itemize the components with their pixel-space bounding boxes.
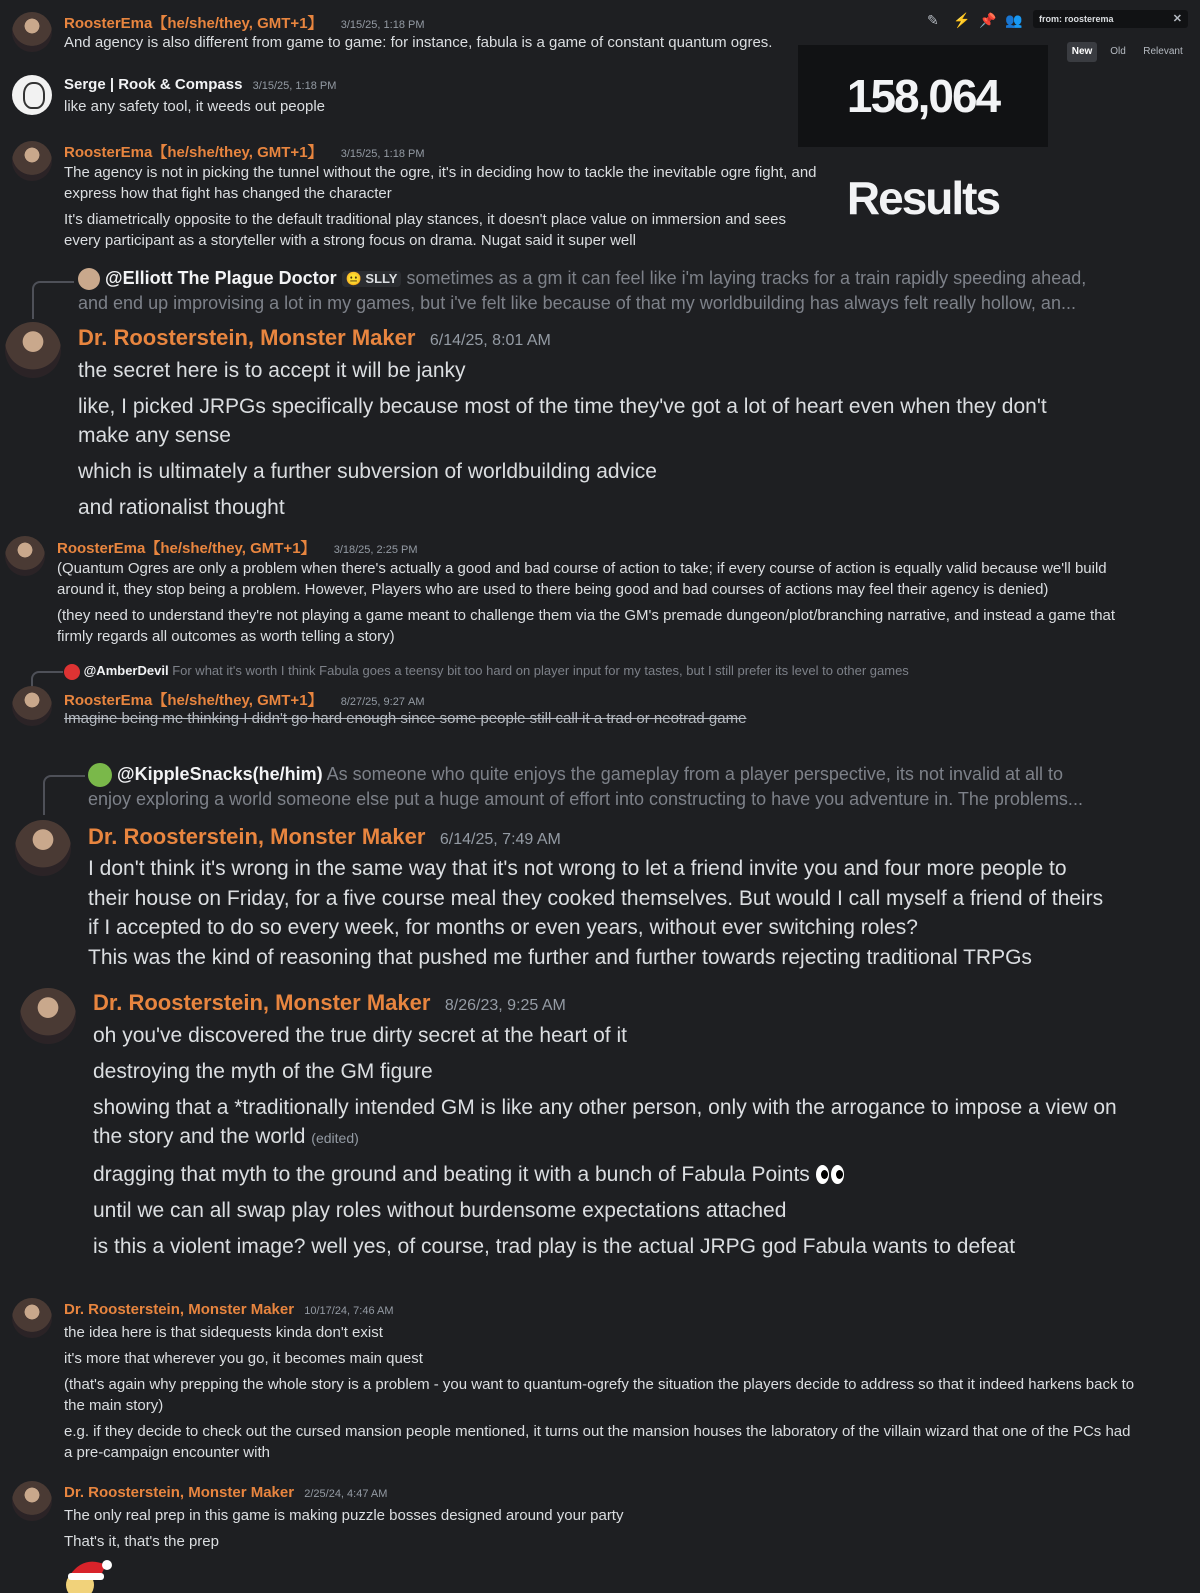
author-name[interactable]: Dr. Roosterstein, Monster Maker: [64, 1301, 295, 1318]
timestamp: 3/15/25, 1:18 PM: [340, 148, 425, 160]
message-line: oh you've discovered the true dirty secret at the heart of it: [93, 1024, 627, 1047]
search-value: from: roosterema: [1039, 14, 1114, 24]
message-line: e.g. if they decide to check out the cursed mansion people mentioned, it turns out the mansion houses the laboratory of the villain wizard that one of the PCs had: [64, 1423, 1131, 1440]
message-header: [64, 12, 425, 33]
sort-old-button[interactable]: Old: [1110, 46, 1126, 57]
message-body: [64, 1505, 623, 1552]
reply-author[interactable]: @KippleSnacks(he/him): [117, 763, 323, 784]
message-line: until we can all swap play roles without burdensome expectations attached: [93, 1199, 787, 1222]
message-line-text: dragging that myth to the ground and beating it with a bunch of Fabula Points: [93, 1163, 810, 1186]
message-line: the secret here is to accept it will be janky: [78, 359, 466, 382]
message-header: [64, 76, 336, 93]
search-input[interactable]: [1033, 10, 1188, 28]
reply-text: For what it's worth I think Fabula goes a teensy bit too hard on player input for my tastes, but I still prefer its level to other games: [172, 663, 909, 678]
message-line: express how that fight has changed the character: [64, 185, 392, 202]
timestamp: 2/25/24, 4:47 AM: [304, 1488, 388, 1500]
pin-icon[interactable]: 📌: [979, 12, 997, 28]
message-line: their house on Friday, for a five course meal they cooked themselves. But would I call myself a friend of theirs: [88, 886, 1104, 910]
timestamp: 3/18/25, 2:25 PM: [333, 544, 418, 556]
avatar[interactable]: [12, 686, 52, 726]
reply-preview[interactable]: [88, 763, 1063, 787]
message-line: firmly regards all outcomes as worth telling a story): [57, 628, 395, 645]
avatar[interactable]: [20, 988, 76, 1044]
close-icon[interactable]: ✕: [1172, 13, 1182, 25]
author-name[interactable]: Dr. Roosterstein, Monster Maker: [78, 325, 416, 350]
timestamp: 3/15/25, 1:18 PM: [340, 19, 425, 31]
message-line: showing that a *traditionally intended GM is like any other person, only with the arrogance to impose a view on: [93, 1096, 1117, 1119]
message-line: (that's again why prepping the whole story is a problem - you want to quantum-ogrefy the situation the players decide to address so that it indeed harkens back to: [64, 1376, 1135, 1393]
message-line: a pre-campaign encounter with: [64, 1444, 270, 1461]
message-line: (Quantum Ogres are only a problem when there's actually a good and bad course of action to take; if every course of action is equally valid because we'll build: [57, 560, 1107, 577]
message-header: [88, 824, 561, 850]
author-name[interactable]: RoosterEma【he/she/they, GMT+1】: [64, 692, 323, 709]
message-line: and rationalist thought: [78, 496, 285, 519]
reply-text: and end up improvising a lot in my games, but i've felt like because of that my worldbuilding has always felt really hollow, an...: [78, 293, 1076, 313]
message-body: [78, 356, 1047, 522]
message-line: make any sense: [78, 424, 231, 447]
message-line: This was the kind of reasoning that pushed me further and further towards rejecting traditional TRPGs: [88, 945, 1032, 969]
timestamp: 6/14/25, 8:01 AM: [429, 332, 551, 349]
reply-preview[interactable]: [64, 663, 909, 680]
message-body: [57, 558, 1115, 647]
avatar[interactable]: [5, 536, 45, 576]
message-line: like, I picked JRPGs specifically because most of the time they've got a lot of heart even when they don't: [78, 395, 1047, 418]
message-line: if I accepted to do so every week, for months or even years, without ever switching roles?: [88, 916, 918, 939]
timestamp: 10/17/24, 7:46 AM: [304, 1305, 394, 1317]
author-name[interactable]: Dr. Roosterstein, Monster Maker: [88, 824, 426, 849]
reply-avatar: [78, 268, 100, 290]
message-line: is this a violent image? well yes, of course, trad play is the actual JRPG god Fabula wants to defeat: [93, 1235, 1016, 1258]
message-line: It's diametrically opposite to the default traditional play stances, it doesn't place value on immersion and sees: [64, 211, 786, 228]
message-line: That's it, that's the prep: [64, 1533, 219, 1550]
message-line: the main story): [64, 1397, 164, 1414]
message-header: [64, 141, 425, 162]
message-line: which is ultimately a further subversion of worldbuilding advice: [78, 460, 657, 483]
mute-icon[interactable]: ⚡: [953, 12, 971, 28]
message-body: [93, 1021, 1117, 1261]
message-line-text: the story and the world: [93, 1125, 306, 1148]
eyes-emoji-icon: [816, 1165, 846, 1185]
reply-author[interactable]: @Elliott The Plague Doctor: [105, 268, 337, 288]
avatar[interactable]: [12, 141, 52, 181]
author-name[interactable]: Dr. Roosterstein, Monster Maker: [64, 1484, 295, 1501]
message-line: destroying the myth of the GM figure: [93, 1060, 433, 1083]
message-line: The agency is not in picking the tunnel without the ogre, it's in deciding how to tackle the inevitable ogre fight, and: [64, 164, 817, 181]
message-body: [64, 162, 817, 251]
message-line: it's more that wherever you go, it becomes main quest: [64, 1350, 423, 1367]
author-name[interactable]: RoosterEma【he/she/they, GMT+1】: [57, 540, 316, 557]
author-name[interactable]: Dr. Roosterstein, Monster Maker: [93, 990, 431, 1015]
threads-icon[interactable]: ✎: [927, 12, 939, 28]
message-line: The only real prep in this game is making puzzle bosses designed around your party: [64, 1507, 624, 1524]
timestamp: 3/15/25, 1:18 PM: [252, 80, 337, 92]
message-line: around it, they stop being a problem. However, Players who are used to there being good and bad courses of actions may feel their agency is denied): [57, 581, 1049, 598]
avatar[interactable]: [5, 322, 61, 378]
avatar[interactable]: [12, 12, 52, 52]
avatar[interactable]: [15, 820, 71, 876]
author-name[interactable]: RoosterEma【he/she/they, GMT+1】: [64, 144, 323, 161]
reply-preview[interactable]: [78, 268, 1086, 290]
message-text: And agency is also different from game to game: for instance, fabula is a game of constant quantum ogres.: [64, 34, 773, 51]
results-count-overlay: 158,064 Results: [798, 45, 1048, 147]
timestamp: 6/14/25, 7:49 AM: [439, 831, 561, 848]
avatar[interactable]: [12, 1298, 52, 1338]
status-badge: 😐 SLLY: [342, 271, 402, 287]
santa-hat-sticker-icon: [62, 1555, 114, 1593]
reply-avatar: [88, 763, 112, 787]
message-body: [88, 854, 1103, 972]
message-header: [57, 537, 418, 558]
edited-label: (edited): [311, 1130, 359, 1146]
message-text: like any safety tool, it weeds out people: [64, 98, 325, 115]
badge-label: SLLY: [365, 271, 398, 287]
reply-text: enjoy exploring a world someone else put a huge amount of effort into constructing to have you adventure in. The problems...: [88, 789, 1083, 809]
reply-text: sometimes as a gm it can feel like i'm laying tracks for a train rapidly speeding ahead,: [406, 268, 1087, 288]
message-line: I don't think it's wrong in the same way that it's not wrong to let a friend invite you and four more people to: [88, 857, 1067, 880]
message-header: [64, 689, 425, 710]
message-header: [93, 990, 566, 1016]
reply-connector: [43, 775, 85, 815]
timestamp: 8/26/23, 9:25 AM: [444, 997, 566, 1014]
message-header: [64, 1484, 387, 1501]
reply-author[interactable]: @AmberDevil: [83, 663, 169, 678]
message-line: the idea here is that sidequests kinda don't exist: [64, 1324, 383, 1341]
avatar[interactable]: [12, 1481, 52, 1521]
reply-connector: [31, 671, 63, 687]
message-line: [93, 1160, 1117, 1189]
author-name[interactable]: RoosterEma【he/she/they, GMT+1】: [64, 15, 323, 32]
message-line: (they need to understand they're not playing a game meant to challenge them via the GM's premade dungeon/plot/branching narrative, and instead a game that: [57, 607, 1116, 624]
reply-connector: [32, 281, 74, 319]
sort-new-button[interactable]: New: [1067, 42, 1097, 62]
reply-text: As someone who quite enjoys the gameplay from a player perspective, its not invalid at all to: [326, 763, 1064, 784]
timestamp: 8/27/25, 9:27 AM: [340, 696, 425, 708]
author-name[interactable]: Serge | Rook & Compass: [64, 76, 243, 93]
reply-avatar: [64, 664, 80, 680]
avatar[interactable]: [12, 75, 52, 115]
message-body: [64, 1322, 1134, 1463]
message-header: [78, 325, 551, 351]
message-text: Imagine being me thinking I didn't go hard enough since some people still call it a trad or neotrad game: [64, 710, 747, 727]
message-header: [64, 1301, 394, 1318]
message-line: every participant as a storyteller with a strong focus on drama. Nugat said it super well: [64, 232, 636, 249]
sort-relevant-button[interactable]: Relevant: [1143, 46, 1183, 57]
message-line: [93, 1122, 1117, 1153]
members-icon[interactable]: 👥: [1005, 12, 1023, 28]
